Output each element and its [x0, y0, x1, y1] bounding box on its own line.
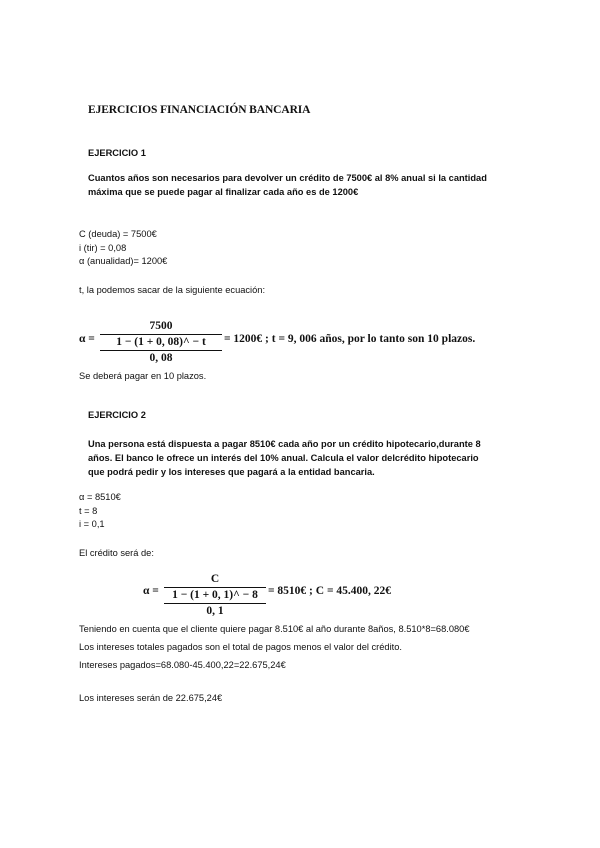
data-line-debt: C (deuda) = 7500€	[79, 229, 157, 239]
exercise-1-intro: t, la podemos sacar de la siguiente ecuación:	[79, 285, 266, 295]
exercise-2-data	[79, 491, 121, 532]
fraction-middle: 1 − (1 + 0, 1)^ − 8	[172, 589, 258, 601]
fraction-bar	[100, 350, 222, 351]
fraction-bar	[164, 587, 266, 588]
statement-line: que podrá pedir y los intereses que pagará a la entidad bancaria.	[88, 467, 375, 477]
fraction-bar	[100, 334, 222, 335]
exercise-2-intro: El crédito será de:	[79, 548, 154, 558]
fraction-middle: 1 − (1 + 0, 08)^ − t	[116, 336, 206, 348]
exercise-1-conclusion: Se deberá pagar en 10 plazos.	[79, 371, 207, 381]
statement-line: máxima que se puede pagar al finalizar cada año es de 1200€	[88, 187, 359, 197]
formula-rhs: = 1200€ ; t = 9, 006 años, por lo tanto son 10 plazos.	[224, 333, 476, 345]
data-line-annuity: α = 8510€	[79, 492, 121, 502]
exercise-1-heading: EJERCICIO 1	[88, 148, 146, 158]
fraction-denominator: 0, 08	[149, 352, 173, 364]
statement-line: Cuantos años son necesarios para devolver un crédito de 7500€ al 8% anual si la cantidad	[88, 173, 487, 183]
statement-line: Una persona está dispuesta a pagar 8510€ cada año por un crédito hipotecario,durante 8	[88, 439, 481, 449]
exercise-2-statement	[88, 437, 538, 479]
document-title: EJERCICIOS FINANCIACIÓN BANCARIA	[88, 104, 311, 116]
formula-lhs: α =	[143, 585, 159, 597]
exercise-2-heading: EJERCICIO 2	[88, 410, 146, 420]
data-line-term: t = 8	[79, 505, 98, 516]
fraction-denominator: 0, 1	[206, 605, 224, 617]
fraction-numerator: C	[210, 573, 220, 585]
data-line-rate: i = 0,1	[79, 519, 105, 529]
explanation-line: Los intereses totales pagados son el total de pagos menos el valor del crédito.	[79, 642, 403, 652]
formula-fraction	[100, 320, 222, 365]
data-line-rate: i (tir) = 0,08	[79, 242, 127, 253]
statement-line: años. El banco le ofrece un interés del 10% anual. Calcula el valor delcrédito hipotecario	[88, 453, 479, 463]
formula-lhs: α =	[79, 333, 95, 345]
explanation-line: Teniendo en cuenta que el cliente quiere pagar 8.510€ al año durante 8años, 8.510*8=68.080€	[79, 624, 470, 634]
fraction-numerator: 7500	[149, 320, 173, 332]
formula-fraction	[164, 573, 266, 618]
exercise-1-statement	[88, 171, 538, 199]
exercise-2-final-answer: Los intereses serán de 22.675,24€	[79, 693, 223, 703]
data-line-annuity: α (anualidad)= 1200€	[79, 256, 168, 266]
explanation-line: Intereses pagados=68.080-45.400,22=22.675,24€	[79, 660, 286, 670]
exercise-1-data	[79, 228, 167, 269]
formula-rhs: = 8510€ ; C = 45.400, 22€	[268, 585, 391, 597]
fraction-bar	[164, 603, 266, 604]
exercise-2-explanation	[79, 620, 470, 674]
